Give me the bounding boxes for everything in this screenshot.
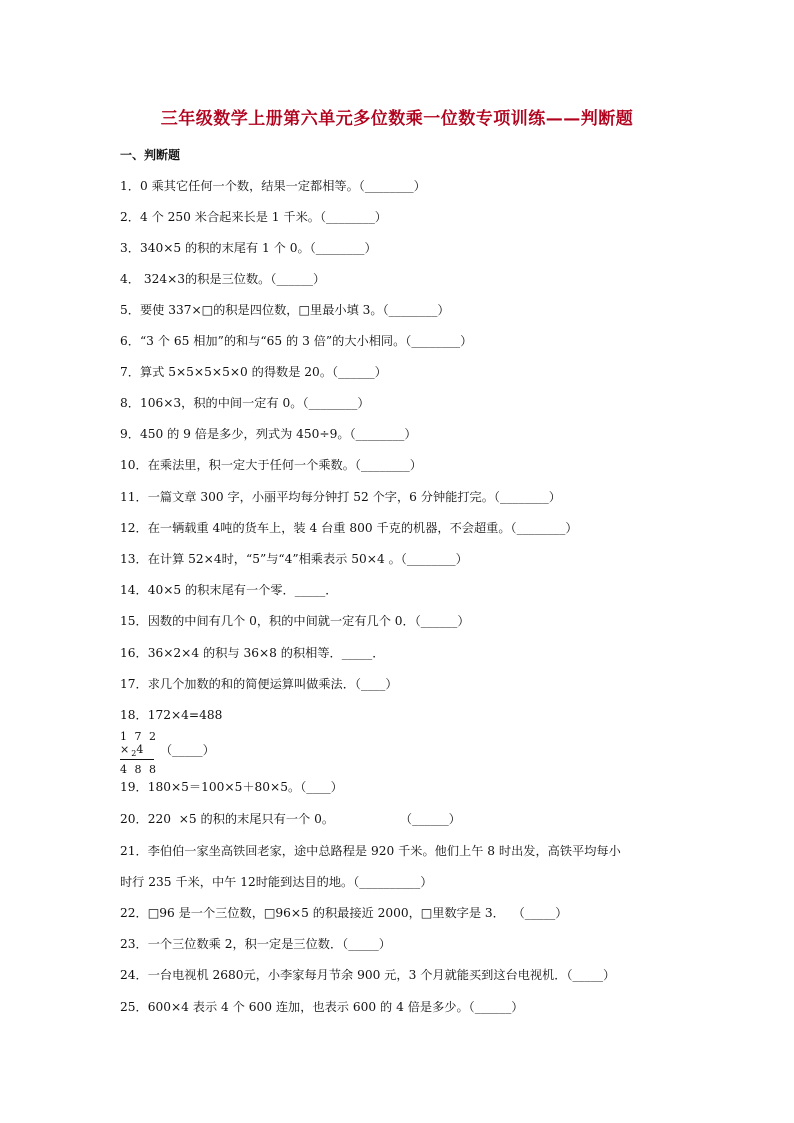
question-19: 19．180×5＝100×5＋80×5。（____） <box>120 780 343 794</box>
section-heading: 一、判断题 <box>120 148 181 162</box>
vertical-top: 1 7 2 <box>120 730 158 743</box>
question-5: 5．要使 337×□的积是四位数，□里最小填 3。（________） <box>120 303 450 317</box>
question-22: 22．□96 是一个三位数，□96×5 的积最接近 2000，□里数字是 3． （_____） <box>120 906 568 920</box>
vertical-calculation <box>120 730 215 777</box>
carry-digit: 2 <box>131 749 137 759</box>
vertical-rule <box>120 759 154 760</box>
question-17: 17．求几个加数的和的简便运算叫做乘法．（____） <box>120 677 398 691</box>
question-3: 3．340×5 的积的末尾有 1 个 0。（________） <box>120 241 377 255</box>
question-23: 23．一个三位数乘 2，积一定是三位数．（_____） <box>120 937 391 951</box>
question-18: 18．172×4=488 <box>120 708 223 722</box>
question-2: 2．4 个 250 米合起来长是 1 千米。（________） <box>120 210 387 224</box>
vertical-multiplier-row: $\times_24$ <box>120 743 146 759</box>
vertical-result: 4 8 8 <box>120 763 158 777</box>
question-7: 7．算式 5×5×5×5×0 的得数是 20。（______） <box>120 365 387 379</box>
question-16: 16．36×2×4 的积与 36×8 的积相等．_____． <box>120 646 385 660</box>
question-21-line2: 时行 235 千米，中午 12时能到达目的地。（__________） <box>120 875 433 889</box>
question-9: 9．450 的 9 倍是多少，列式为 450÷9。（________） <box>120 427 417 441</box>
question-15: 15．因数的中间有几个 0，积的中间就一定有几个 0．（______） <box>120 614 470 628</box>
question-20: 20．220 ×5 的积的末尾只有一个 0。 （______） <box>120 812 461 826</box>
question-24: 24．一台电视机 2680元，小李家每月节余 900 元，3 个月就能买到这台电视机．（_____） <box>120 968 616 982</box>
question-21-line1: 21．李伯伯一家坐高铁回老家，途中总路程是 920 千米。他们上午 8 时出发，高铁平均每小 <box>120 844 621 858</box>
question-8: 8．106×3，积的中间一定有 0。（________） <box>120 396 370 410</box>
question-25: 25．600×4 表示 4 个 600 连加，也表示 600 的 4 倍是多少。（______） <box>120 1000 524 1014</box>
question-12: 12．在一辆载重 4吨的货车上，装 4 台重 800 千克的机器，不会超重。（________） <box>120 521 578 535</box>
answer-blank-18: （_____） <box>160 743 215 757</box>
question-10: 10．在乘法里，积一定大于任何一个乘数。（________） <box>120 458 422 472</box>
question-13: 13．在计算 52×4时，“5”与“4”相乘表示 50×4 。（________） <box>120 552 468 566</box>
question-14: 14．40×5 的积末尾有一个零．_____． <box>120 583 338 597</box>
page-title: 三年级数学上册第六单元多位数乘一位数专项训练——判断题 <box>160 109 634 129</box>
question-1: 1．0 乘其它任何一个数，结果一定都相等。（________） <box>120 179 426 193</box>
question-6: 6．“3 个 65 相加”的和与“65 的 3 倍”的大小相同。（________） <box>120 334 473 348</box>
question-4: 4． 324×3的积是三位数。（______） <box>120 272 326 286</box>
question-11: 11．一篇文章 300 字，小丽平均每分钟打 52 个字，6 分钟能打完。（________） <box>120 490 561 504</box>
